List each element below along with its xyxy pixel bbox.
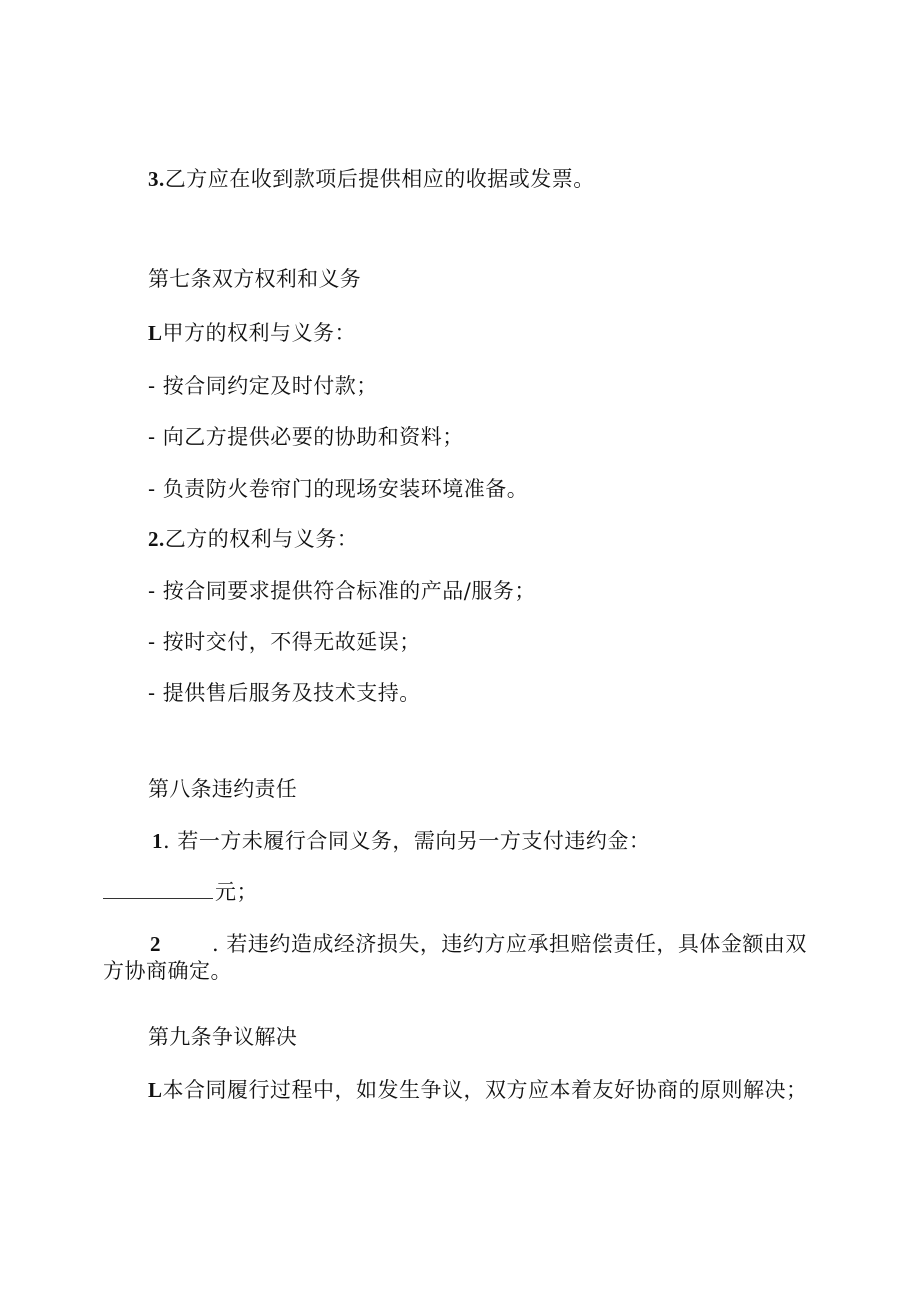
liability-item-2-continued: 方协商确定。	[103, 959, 232, 983]
item-text: . 若违约造成经济损失，违约方应承担赔偿责任，具体金额由双	[212, 932, 807, 956]
item-number: 2.	[148, 527, 165, 551]
item-text: 乙方应在收到款项后提供相应的收据或发票。	[164, 167, 595, 191]
item-number: 1	[152, 829, 163, 853]
party-a-duty-2: - 向乙方提供必要的协助和资料；	[148, 425, 464, 449]
party-b-duty-1: - 按合同要求提供符合标准的产品/服务；	[148, 579, 536, 603]
item-number: L	[148, 321, 163, 345]
currency-unit: 元；	[215, 880, 258, 904]
item-text: 甲方的权利与义务：	[162, 321, 357, 345]
liability-item-2	[150, 931, 807, 957]
article-9-heading: 第九条争议解决	[148, 1025, 298, 1049]
payment-item-3	[148, 166, 595, 192]
party-b-duty-3: - 提供售后服务及技术支持。	[148, 681, 421, 705]
party-b-duty-2: - 按时交付，不得无故延误；	[148, 630, 421, 654]
item-number: 2	[150, 932, 161, 956]
penalty-amount-blank	[103, 880, 213, 899]
party-a-duty-1: - 按合同约定及时付款；	[148, 374, 378, 398]
item-number: L	[148, 1078, 163, 1102]
liability-item-1	[152, 828, 650, 854]
item-text: 本合同履行过程中，如发生争议，双方应本着友好协商的原则解决；	[162, 1078, 808, 1102]
penalty-amount-line	[103, 879, 258, 905]
article-8-heading: 第八条违约责任	[148, 777, 298, 801]
item-text: 乙方的权利与义务：	[164, 527, 359, 551]
dispute-item-1	[148, 1077, 808, 1103]
party-b-rights-heading	[148, 526, 358, 552]
party-a-rights-heading	[148, 320, 356, 346]
item-number: 3.	[148, 167, 165, 191]
party-a-duty-3: - 负责防火卷帘门的现场安装环境准备。	[148, 477, 529, 501]
article-7-heading: 第七条双方权利和义务	[148, 267, 361, 291]
item-text: . 若一方未履行合同义务，需向另一方支付违约金：	[163, 829, 651, 853]
